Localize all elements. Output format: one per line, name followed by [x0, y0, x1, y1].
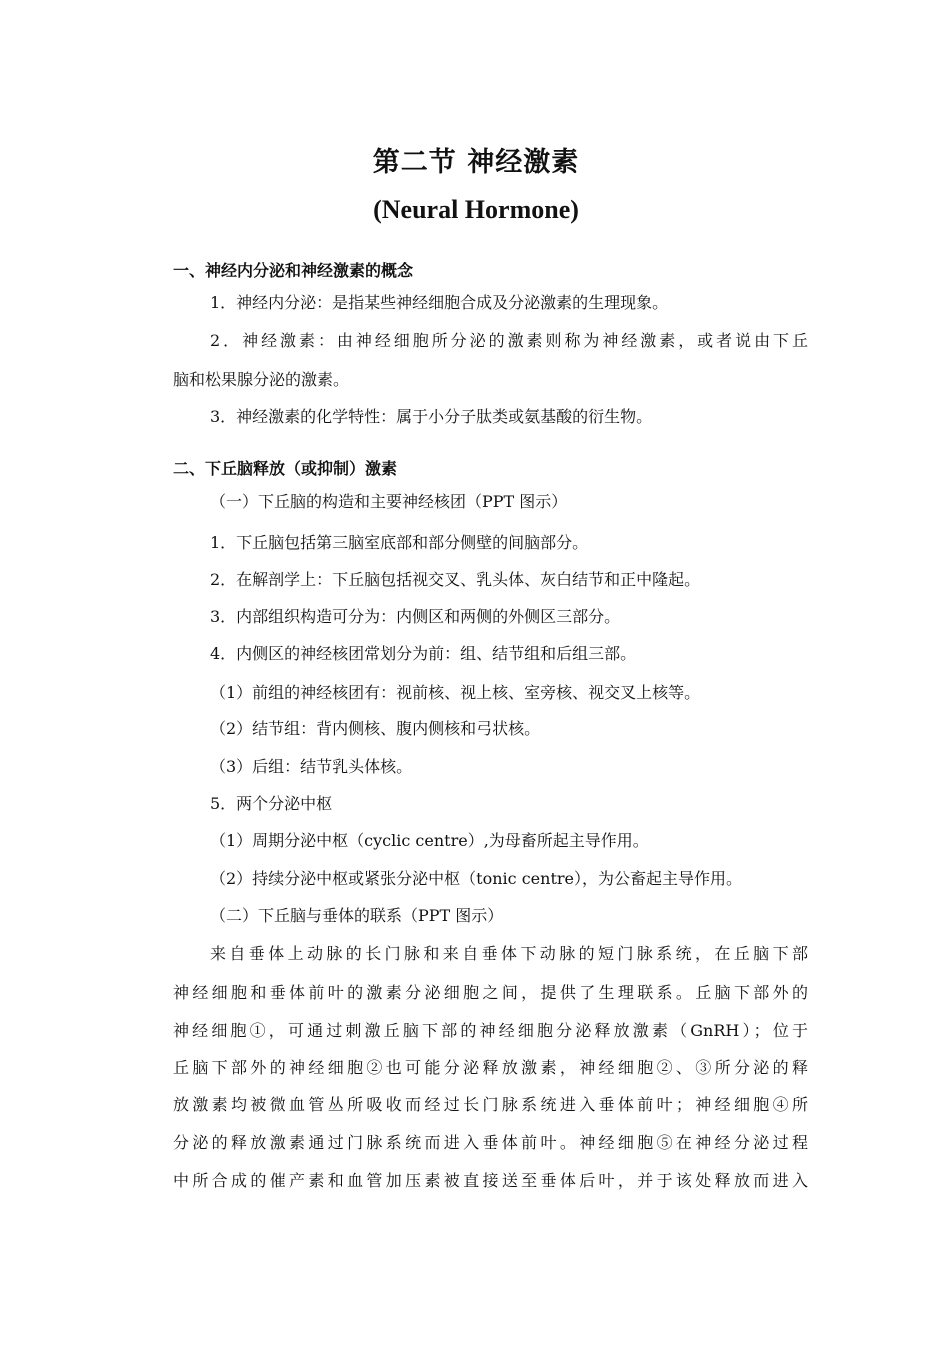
- section-2-item-4: 4．内侧区的神经核团常划分为前：组、结节组和后组三部。: [210, 644, 637, 663]
- page-subtitle: (Neural Hormone): [373, 195, 579, 224]
- section-2-item-5: 5．两个分泌中枢: [210, 794, 333, 813]
- section-2-item-3: 3．内部组织构造可分为：内侧区和两侧的外侧区三部分。: [210, 607, 621, 626]
- section-2-item-2: 2．在解剖学上：下丘脑包括视交叉、乳头体、灰白结节和正中隆起。: [210, 570, 701, 589]
- section-2-item-5-1: （1）周期分泌中枢（cyclic centre）,为母畜所起主导作用。: [210, 831, 649, 850]
- section-2-item-1: 1．下丘脑包括第三脑室底部和部分侧壁的间脑部分。: [210, 533, 589, 552]
- section-1-item-2: 2．神经激素：由神经细胞所分泌的激素则称为神经激素，或者说由下丘: [210, 331, 808, 350]
- section-2-item-5-2: （2）持续分泌中枢或紧张分泌中枢（tonic centre），为公畜起主导作用。: [210, 869, 742, 888]
- section-2-sub-2: （二）下丘脑与垂体的联系（PPT 图示）: [210, 906, 504, 925]
- paragraph-line-1: 来自垂体上动脉的长门脉和来自垂体下动脉的短门脉系统，在丘脑下部: [210, 944, 808, 963]
- section-1-item-2-cont: 脑和松果腺分泌的激素。: [173, 370, 350, 389]
- paragraph-line-2: 神经细胞和垂体前叶的激素分泌细胞之间，提供了生理联系。丘脑下部外的: [173, 983, 808, 1002]
- section-2-item-4-2: （2）结节组：背内侧核、腹内侧核和弓状核。: [210, 719, 541, 738]
- page-title: 第二节 神经激素: [372, 147, 580, 178]
- section-2-sub-1: （一）下丘脑的构造和主要神经核团（PPT 图示）: [210, 492, 568, 511]
- paragraph-line-4: 丘脑下部外的神经细胞②也可能分泌释放激素，神经细胞②、③所分泌的释: [173, 1058, 808, 1077]
- section-1-heading: 一、神经内分泌和神经激素的概念: [173, 261, 414, 280]
- section-2-item-4-3: （3）后组：结节乳头体核。: [210, 757, 413, 776]
- paragraph-line-5: 放激素均被微血管丛所吸收而经过长门脉系统进入垂体前叶；神经细胞④所: [173, 1095, 808, 1114]
- paragraph-line-3: 神经细胞①，可通过刺激丘脑下部的神经细胞分泌释放激素（GnRH）；位于: [173, 1021, 808, 1040]
- section-2-item-4-1: （1）前组的神经核团有：视前核、视上核、室旁核、视交叉上核等。: [210, 683, 701, 702]
- section-1-item-1: 1．神经内分泌：是指某些神经细胞合成及分泌激素的生理现象。: [210, 293, 669, 312]
- paragraph-line-6: 分泌的释放激素通过门脉系统而进入垂体前叶。神经细胞⑤在神经分泌过程: [173, 1133, 808, 1152]
- paragraph-line-7: 中所合成的催产素和血管加压素被直接送至垂体后叶，并于该处释放而进入: [173, 1171, 808, 1190]
- section-1-item-3: 3．神经激素的化学特性：属于小分子肽类或氨基酸的衍生物。: [210, 407, 653, 426]
- section-2-heading: 二、下丘脑释放（或抑制）激素: [173, 459, 398, 478]
